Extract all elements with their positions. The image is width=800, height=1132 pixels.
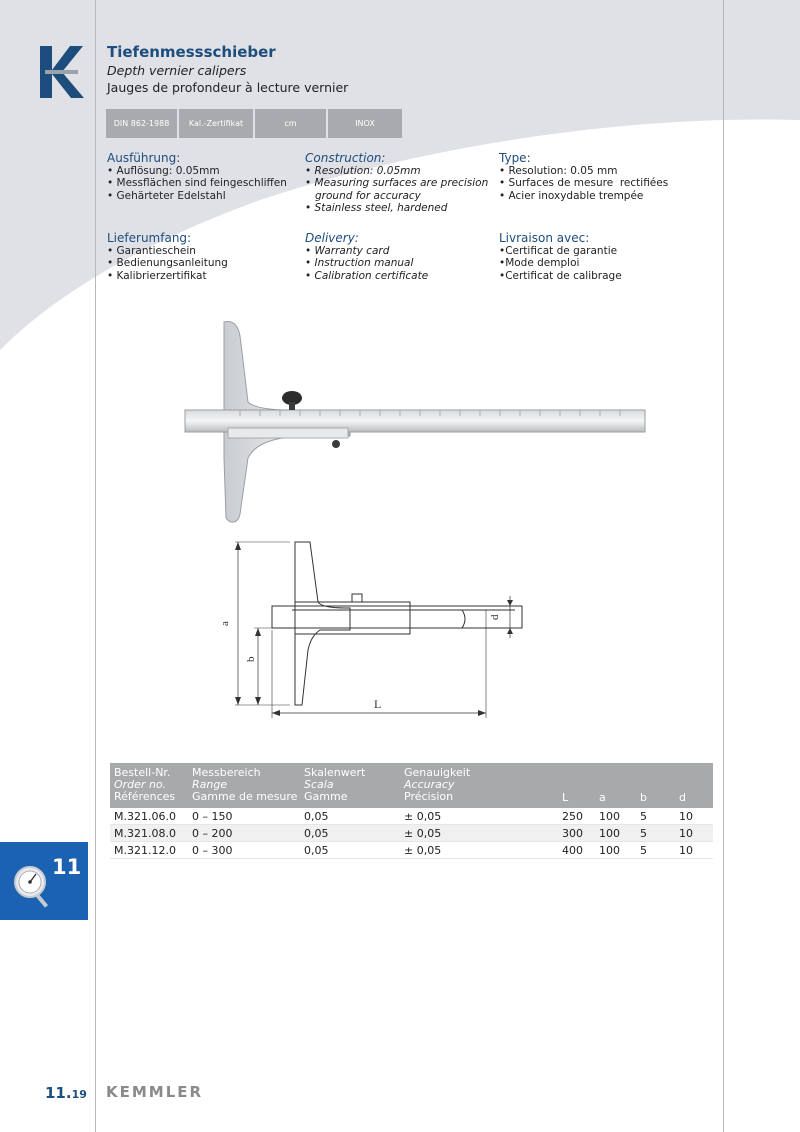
delivery-item: • Kalibrierzertifikat bbox=[107, 269, 207, 282]
header-label-de: Skalenwert bbox=[304, 766, 366, 779]
header-label-fr: Gamme de mesure bbox=[192, 790, 298, 803]
header-label-de: Bestell-Nr. bbox=[114, 766, 171, 779]
table-row bbox=[110, 808, 713, 825]
delivery-item: •Mode demploi bbox=[499, 257, 580, 270]
cell-d: 10 bbox=[679, 810, 693, 823]
delivery-item: • Calibration certificate bbox=[305, 269, 429, 282]
spec-en bbox=[305, 152, 488, 214]
cell-range: 0 – 300 bbox=[192, 844, 233, 857]
cell-b: 5 bbox=[640, 844, 647, 857]
header-label-en: Order no. bbox=[114, 778, 167, 791]
page-number-main: 11. bbox=[45, 1084, 72, 1102]
spec-item: • Gehärteter Edelstahl bbox=[107, 189, 226, 202]
product-table bbox=[110, 763, 713, 859]
spec-item: • Acier inoxydable trempée bbox=[499, 189, 644, 202]
header-scale bbox=[304, 767, 365, 803]
cell-order-no: M.321.08.0 bbox=[114, 827, 176, 840]
cell-scale: 0,05 bbox=[304, 810, 329, 823]
header-label-en: Accuracy bbox=[404, 778, 455, 791]
spec-heading-en: Construction: bbox=[305, 151, 386, 165]
cell-b: 5 bbox=[640, 827, 647, 840]
title-block bbox=[107, 43, 348, 95]
cell-b: 5 bbox=[640, 810, 647, 823]
tag-bar bbox=[106, 109, 402, 138]
dimension-drawing bbox=[210, 530, 530, 730]
cell-a: 100 bbox=[599, 810, 620, 823]
spec-fr bbox=[499, 152, 668, 202]
header-label-en: Range bbox=[192, 778, 228, 791]
cell-accuracy: ± 0,05 bbox=[404, 827, 442, 840]
delivery-heading-en: Delivery: bbox=[305, 231, 359, 245]
delivery-heading-de: Lieferumfang: bbox=[107, 231, 192, 245]
brand-name: KEMMLER bbox=[106, 1083, 204, 1101]
header-label-de: Messbereich bbox=[192, 766, 261, 779]
spec-heading-fr: Type: bbox=[499, 151, 531, 165]
header-symbol-a: a bbox=[599, 791, 606, 804]
cell-L: 250 bbox=[562, 810, 583, 823]
cell-accuracy: ± 0,05 bbox=[404, 810, 442, 823]
left-rule bbox=[95, 0, 96, 1132]
spec-item: • Auflösung: 0.05mm bbox=[107, 165, 220, 178]
cell-d: 10 bbox=[679, 844, 693, 857]
spec-item: • Surfaces de mesure rectifiées bbox=[499, 177, 669, 190]
header-label-fr: Précision bbox=[404, 790, 454, 803]
delivery-item: • Bedienungsanleitung bbox=[107, 257, 228, 270]
table-row bbox=[110, 825, 713, 842]
caliper-photo bbox=[180, 318, 650, 528]
cell-d: 10 bbox=[679, 827, 693, 840]
cell-range: 0 – 200 bbox=[192, 827, 233, 840]
header-accuracy bbox=[404, 767, 470, 803]
cell-order-no: M.321.06.0 bbox=[114, 810, 176, 823]
right-rule bbox=[723, 0, 724, 1132]
title-fr: Jauges de profondeur à lecture vernier bbox=[107, 80, 349, 95]
delivery-en bbox=[305, 232, 428, 282]
title-en: Depth vernier calipers bbox=[107, 63, 247, 78]
delivery-de bbox=[107, 232, 228, 282]
cell-L: 300 bbox=[562, 827, 583, 840]
spec-item: • Messflächen sind feingeschliffen bbox=[107, 177, 287, 190]
spec-item: ground for accuracy bbox=[305, 189, 421, 202]
tag-inox: INOX bbox=[328, 109, 402, 138]
page-number-sub: 19 bbox=[71, 1088, 87, 1101]
header-label-de: Genauigkeit bbox=[404, 766, 471, 779]
chapter-tab[interactable] bbox=[0, 842, 88, 920]
tag-unit: cm bbox=[255, 109, 326, 138]
page-number bbox=[45, 1084, 87, 1102]
spec-item: • Measuring surfaces are precision bbox=[305, 177, 489, 190]
chapter-number: 11 bbox=[52, 855, 82, 879]
header-symbol-b: b bbox=[640, 791, 647, 804]
dimension-label-L: L bbox=[374, 697, 382, 711]
spec-heading-de: Ausführung: bbox=[107, 151, 181, 165]
cell-a: 100 bbox=[599, 844, 620, 857]
dimension-label-a: a bbox=[219, 621, 231, 626]
tag-calibration: Kal.-Zertifikat bbox=[179, 109, 253, 138]
cell-range: 0 – 150 bbox=[192, 810, 233, 823]
header-order-no bbox=[114, 767, 175, 803]
delivery-item: •Certificat de calibrage bbox=[499, 269, 622, 282]
dimension-label-b: b bbox=[245, 656, 257, 662]
dial-gauge-icon bbox=[10, 862, 58, 910]
dimension-label-d: d bbox=[489, 614, 501, 620]
spec-item: • Stainless steel, hardened bbox=[305, 201, 448, 214]
spec-de bbox=[107, 152, 287, 202]
spec-item: • Resolution: 0.05mm bbox=[305, 165, 421, 178]
delivery-item: • Instruction manual bbox=[305, 257, 414, 270]
cell-a: 100 bbox=[599, 827, 620, 840]
delivery-item: • Garantieschein bbox=[107, 245, 196, 258]
header-label-fr: Gamme bbox=[304, 790, 348, 803]
delivery-item: • Warranty card bbox=[305, 245, 390, 258]
delivery-item: •Certificat de garantie bbox=[499, 245, 618, 258]
cell-order-no: M.321.12.0 bbox=[114, 844, 176, 857]
header-range bbox=[192, 767, 297, 803]
cell-scale: 0,05 bbox=[304, 844, 329, 857]
delivery-heading-fr: Livraison avec: bbox=[499, 231, 590, 245]
title-de: Tiefenmessschieber bbox=[107, 43, 276, 61]
header-label-en: Scala bbox=[304, 778, 334, 791]
header-symbol-L: L bbox=[562, 791, 569, 804]
kemmler-k-logo bbox=[40, 46, 84, 98]
header-symbol-d: d bbox=[679, 791, 686, 804]
delivery-fr bbox=[499, 232, 622, 282]
cell-scale: 0,05 bbox=[304, 827, 329, 840]
spec-item: • Resolution: 0.05 mm bbox=[499, 165, 618, 178]
table-row bbox=[110, 842, 713, 859]
tag-din: DIN 862-1988 bbox=[106, 109, 177, 138]
cell-accuracy: ± 0,05 bbox=[404, 844, 442, 857]
table-header bbox=[110, 763, 713, 808]
header-label-fr: Références bbox=[114, 790, 176, 803]
cell-L: 400 bbox=[562, 844, 583, 857]
